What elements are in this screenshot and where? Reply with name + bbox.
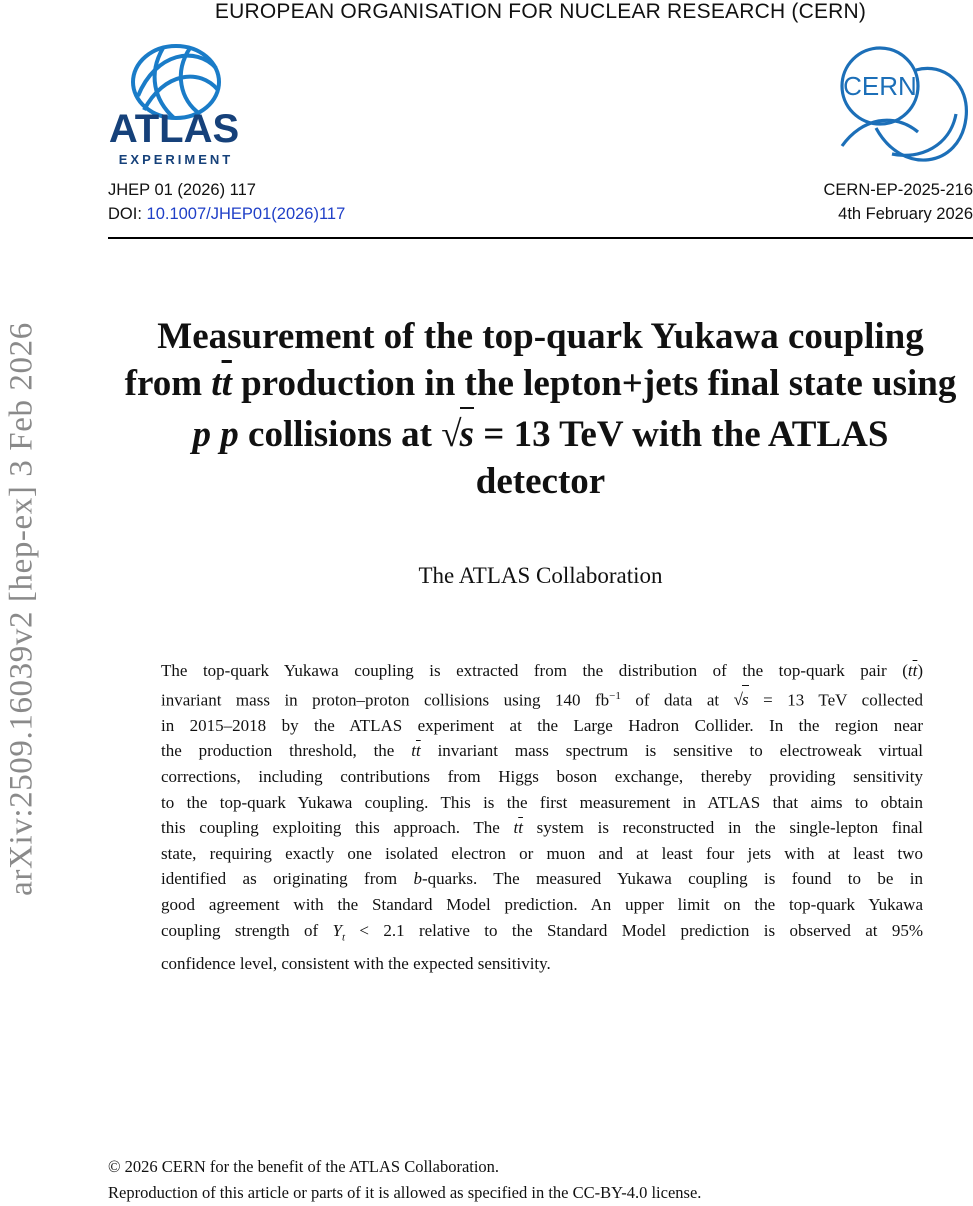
atlas-experiment-logo xyxy=(108,38,244,168)
atlas-logo-subtext: EXPERIMENT xyxy=(118,152,234,167)
abstract-line: good agreement with the Standard Model prediction. An upper limit on the top-quark Yukawa xyxy=(161,895,923,914)
header-rule xyxy=(108,237,973,239)
abstract-line: in 2015–2018 by the ATLAS experiment at the Large Hadron Collider. In the region near xyxy=(161,715,923,735)
title-line-2 xyxy=(108,360,973,407)
title-text: production in the lepton+jets final state using xyxy=(231,363,957,404)
license-notice: Reproduction of this article or parts of it is allowed as specified in the CC-BY-4.0 license. xyxy=(108,1183,702,1202)
abstract-line: invariant mass in proton–proton collisions using 140 $fb^{-1}$ of data at √s = 13 TeV collected xyxy=(161,684,923,713)
arxiv-sidebar xyxy=(2,288,42,930)
journal-reference: JHEP 01 (2026) 117 xyxy=(108,181,256,199)
abstract-line: to the top-quark Yukawa coupling. This is the first measurement in ATLAS that aims to obtain xyxy=(161,792,923,812)
organisation-heading: EUROPEAN ORGANISATION FOR NUCLEAR RESEARCH (CERN) xyxy=(214,0,867,23)
cern-logo-wordmark: CERN xyxy=(843,71,917,101)
report-info xyxy=(824,178,973,226)
sqrt-s-symbol: √s xyxy=(441,414,474,455)
pp-symbol: p p xyxy=(192,414,239,455)
doi-link[interactable]: 10.1007/JHEP01(2026)117 xyxy=(146,205,346,223)
abstract-line: coupling strength of $Y_t < 2.1$ relative to the Standard Model prediction is observed at 95% xyxy=(161,920,923,943)
author-list: The ATLAS Collaboration xyxy=(418,563,663,588)
title-text: collisions at xyxy=(238,414,442,455)
title-line-4: detector xyxy=(475,461,606,502)
abstract-line: The top-quark Yukawa coupling is extracted from the distribution of the top-quark pair $(t\overline{t})$ xyxy=(161,661,923,680)
abstract-line: identified as originating from b-quarks. The measured Yukawa coupling is found to be in xyxy=(161,869,924,889)
ttbar-symbol: $t\overline{t}$ xyxy=(907,661,918,680)
yt-symbol: $Y_t$ xyxy=(332,920,346,943)
abstract-line: corrections, including contributions from Higgs boson exchange, thereby providing sensitivity xyxy=(161,767,923,787)
title-line-3 xyxy=(108,407,973,458)
doi-label: DOI: xyxy=(108,205,147,223)
sqrt-s-symbol: √s xyxy=(734,690,749,709)
title-text: from xyxy=(124,363,212,404)
ttbar-symbol: $t\overline{t}$ xyxy=(411,741,421,761)
copyright-notice: © 2026 CERN for the benefit of the ATLAS Collaboration. xyxy=(108,1157,500,1176)
abstract-line: confidence level, consistent with the expected sensitivity. xyxy=(161,953,551,973)
title-line-1: Measurement of the top-quark Yukawa coupling xyxy=(157,316,924,357)
arxiv-identifier: arXiv:2509.16039v2 [hep-ex] 3 Feb 2026 xyxy=(3,322,40,896)
abstract-line: state, requiring exactly one isolated electron or muon and at least four jets with at least two xyxy=(161,843,923,863)
title-text: = 13 TeV with the ATLAS xyxy=(473,414,889,455)
paper-title xyxy=(108,313,973,505)
ttbar-symbol: $t\overline{t}$ xyxy=(211,363,232,404)
b-quark-symbol: b xyxy=(413,869,422,889)
atlas-logo-wordmark: ATLAS xyxy=(108,107,240,151)
abstract-line: this coupling exploiting this approach. The $t\overline{t}$ system is reconstructed in the single-lepton final xyxy=(161,818,923,838)
ttbar-symbol: $t\overline{t}$ xyxy=(513,818,523,838)
footer xyxy=(108,1154,701,1206)
cern-logo xyxy=(832,36,973,178)
publication-info xyxy=(108,178,345,226)
report-number: CERN-EP-2025-216 xyxy=(823,181,973,199)
abstract-line: the production threshold, the $t\overline{t}$ invariant mass spectrum is sensitive to electroweak virtual xyxy=(161,741,924,761)
publication-date: 4th February 2026 xyxy=(838,205,973,223)
abstract xyxy=(161,658,923,976)
doi-line xyxy=(108,202,345,226)
